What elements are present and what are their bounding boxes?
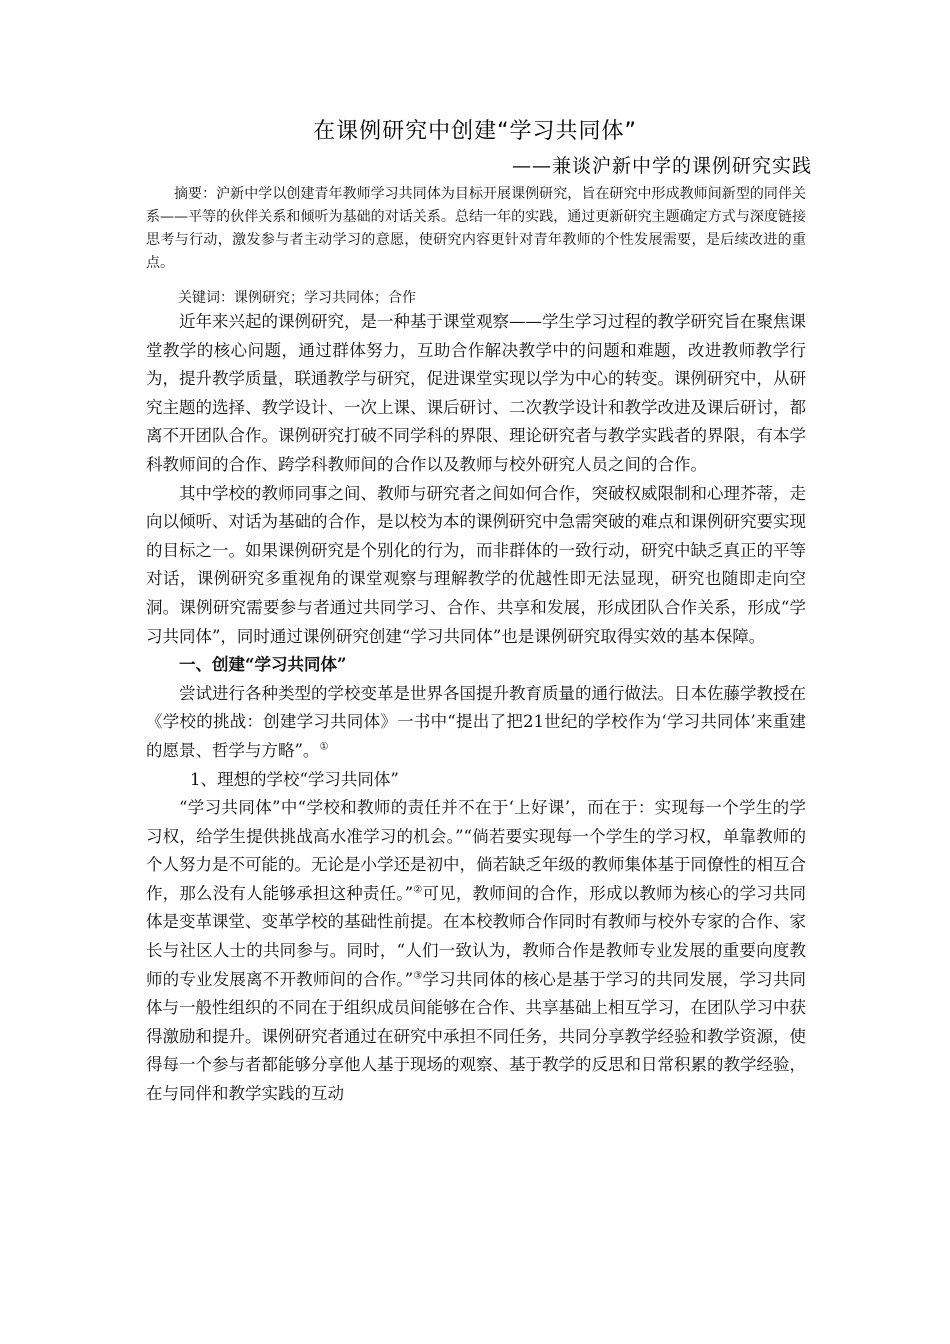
section-heading-1: 一、创建“学习共同体” (179, 655, 347, 675)
footnote-marker-2: ② (413, 884, 423, 896)
paragraph-3 (146, 680, 806, 766)
page-title: 在课例研究中创建“学习共同体” (313, 119, 637, 144)
paragraph-3-text: 尝试进行各种类型的学校变革是世界各国提升教育质量的通行做法。日本佐藤学教授在《学校的挑战：创建学习共同体》一书中“提出了把21世纪的学校作为‘学习共同体’来重建的愿景、哲学与方略”。 (146, 683, 806, 760)
paragraph-4-text-c: 学习共同体的核心是基于学习的共同发展，学习共同体与一般性组织的不同在于组织成员间能够在合作、共享基础上相互学习，在团队学习中获得激励和提升。课例研究者通过在研究中承担不同任务，共同分享教学经验和教学资源，使得每一个参与者都能够分享他人基于现场的观察、基于教学的反思和日常积累的教学经验，在与同伴和教学实践的互动 (146, 969, 807, 1104)
paragraph-2: 其中学校的教师同事之间、教师与研究者之间如何合作，突破权威限制和心理芥蒂，走向以倾听、对话为基础的合作，是以校为本的课例研究中急需突破的难点和课例研究要实现的目标之一。如果课例研究是个别化的行为，而非群体的一致行动，研究中缺乏真正的平等对话，课例研究多重视角的课堂观察与理解教学的优越性即无法显现，研究也随即走向空洞。课例研究需要参与者通过共同学习、合作、共享和发展，形成团队合作关系，形成“学习共同体”，同时通过课例研究创建“学习共同体”也是课例研究取得实效的基本保障。 (146, 483, 806, 646)
article-body (146, 308, 806, 1109)
keywords: 关键词：课例研究；学习共同体；合作 (178, 290, 416, 306)
paragraph-4-text-b: 可见，教师间的合作，形成以教师为核心的学习共同体是变革课堂、变革学校的基础性前提。在本校教师合作同时有教师与校外专家的合作、家长与社区人士的共同参与。同时，“人们一致认为，教师合作是教师专业发展的重要向度教师的专业发展离不开教师间的合作。” (146, 883, 807, 989)
footnote-marker-1: ① (319, 741, 329, 753)
paragraph-4 (146, 794, 806, 1109)
page-subtitle: ——兼谈沪新中学的课例研究实践 (511, 155, 812, 177)
paragraph-4-text-a: “学习共同体”中“学校和教师的责任并不在于‘上好课’，而在于：实现每一个学生的学习权，给学生提供挑战高水准学习的机会。”“倘若要实现每一个学生的学习权，单靠教师的个人努力是不可能的。无论是小学还是初中，倘若缺乏年级的教师集体基于同僚性的相互合作，那么没有人能够承担这种责任。” (146, 798, 806, 903)
footnote-marker-3: ③ (413, 970, 423, 982)
paragraph-1: 近年来兴起的课例研究，是一种基于课堂观察——学生学习过程的教学研究旨在聚焦课堂教学的核心问题，通过群体努力，互助合作解决教学中的问题和难题，改进教师教学行为，提升教学质量，联通教学与研究，促进课堂实现以学为中心的转变。课例研究中，从研究主题的选择、教学设计、一次上课、课后研讨、二次教学设计和教学改进及课后研讨，都离不开团队合作。课例研究打破不同学科的界限、理论研究者与教学实践者的界限，有本学科教师间的合作、跨学科教师间的合作以及教师与校外研究人员之间的合作。 (146, 312, 806, 474)
subsection-heading-1: 1、理想的学校“学习共同体” (190, 769, 399, 789)
abstract: 摘要：沪新中学以创建青年教师学习共同体为目标开展课例研究，旨在研究中形成教师间新型的同伴关系——平等的伙伴关系和倾听为基础的对话关系。总结一年的实践，通过更新研究主题确定方式与深度链接思考与行动，激发参与者主动学习的意愿，使研究内容更针对青年教师的个性发展需要，是后续改进的重点。 (146, 186, 806, 271)
